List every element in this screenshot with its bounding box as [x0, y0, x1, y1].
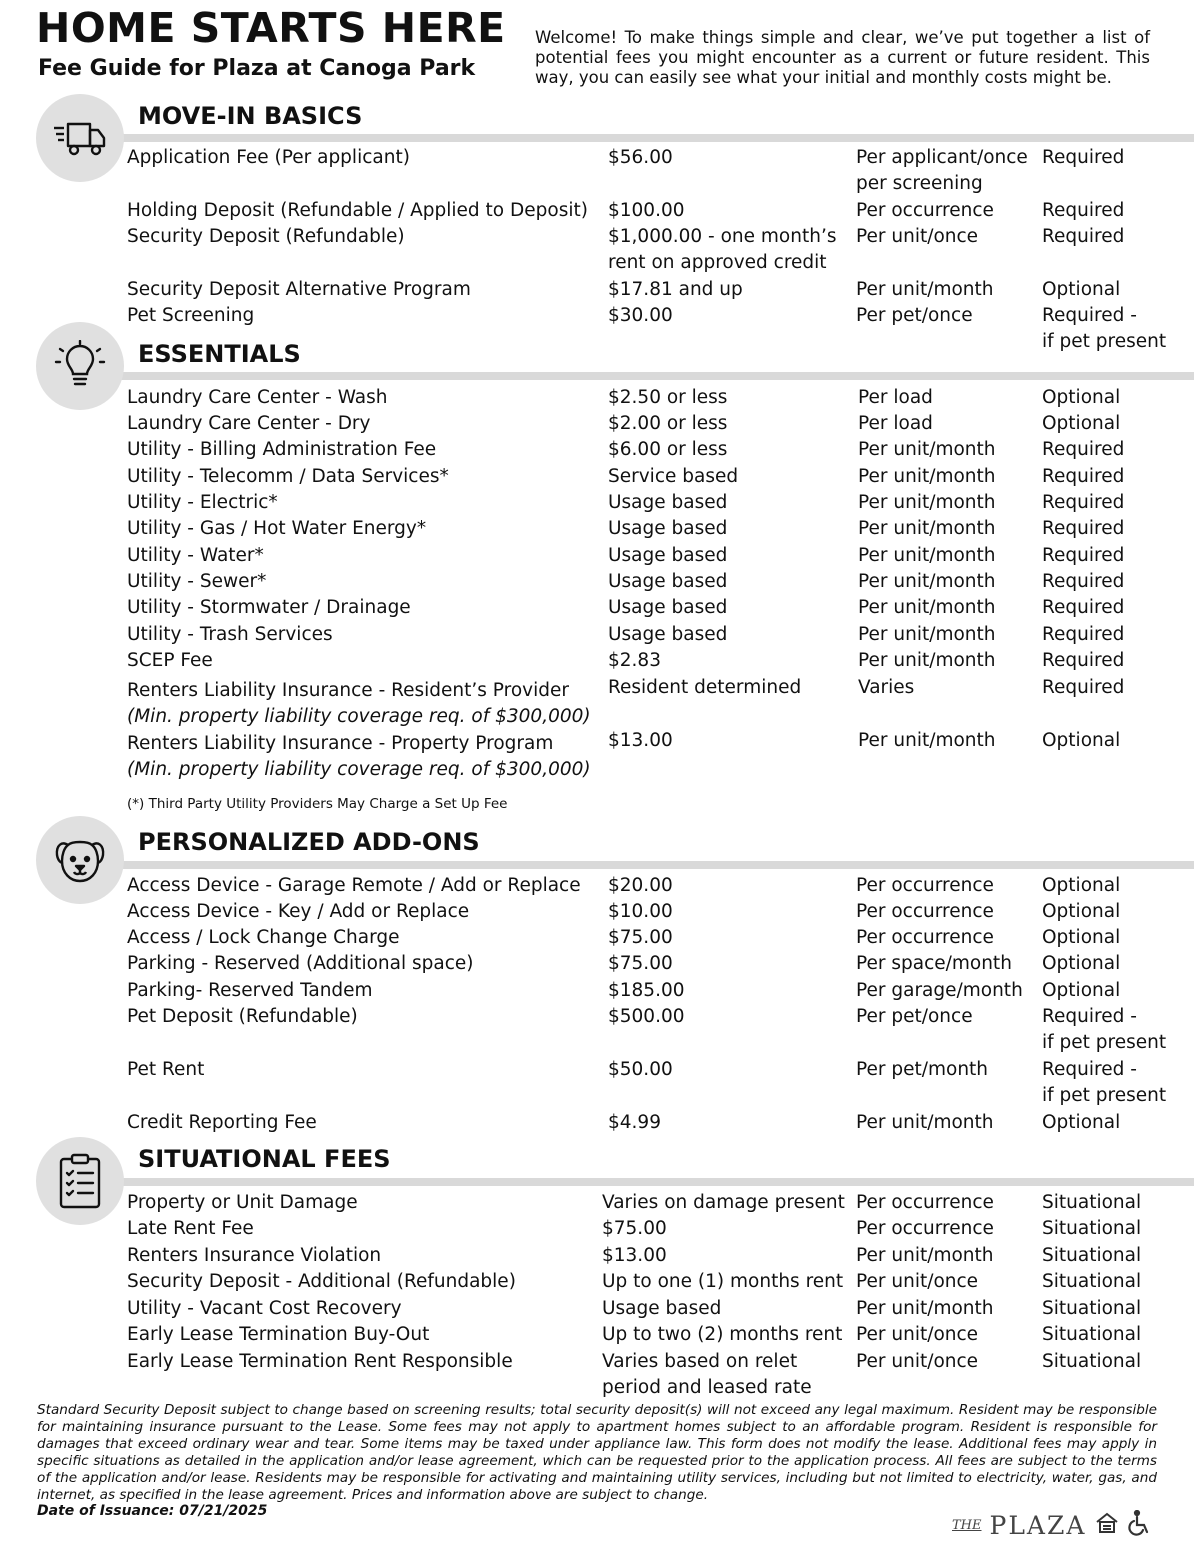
- fee-status: Required: [1042, 492, 1125, 513]
- fee-frequency: Per unit/month: [858, 650, 996, 671]
- fee-amount: Usage based: [608, 518, 728, 539]
- fee-amount: $10.00: [608, 901, 673, 922]
- fee-name: Application Fee (Per applicant): [127, 147, 410, 168]
- fee-frequency: Per occurrence: [856, 1218, 994, 1239]
- fee-name: Utility - Telecomm / Data Services*: [127, 466, 449, 487]
- fee-name: Renters Liability Insurance - Resident’s Provider: [127, 680, 569, 701]
- fee-amount: $1,000.00 - one month’s: [608, 226, 837, 247]
- fee-frequency: Per pet/once: [856, 1006, 973, 1027]
- section-divider: [120, 134, 1194, 142]
- fee-name: Holding Deposit (Refundable / Applied to Deposit): [127, 200, 588, 221]
- fee-status-cont: if pet present: [1042, 331, 1167, 352]
- fee-status: Required -: [1042, 1006, 1137, 1027]
- fee-name: Utility - Water*: [127, 545, 264, 566]
- fee-amount: $185.00: [608, 980, 685, 1001]
- fee-frequency: Per unit/month: [856, 1112, 994, 1133]
- fee-frequency: Per unit/month: [858, 730, 996, 751]
- logo-plaza: PLAZA: [989, 1510, 1087, 1540]
- fee-name: Utility - Sewer*: [127, 571, 267, 592]
- fee-frequency: Per unit/once: [856, 1324, 979, 1345]
- fee-amount: $500.00: [608, 1006, 685, 1027]
- fee-name: Utility - Gas / Hot Water Energy*: [127, 518, 427, 539]
- fee-note: (Min. property liability coverage req. of $300,000): [127, 759, 591, 780]
- fee-status: Optional: [1042, 875, 1121, 896]
- fee-status: Situational: [1042, 1298, 1142, 1319]
- fee-name: Security Deposit (Refundable): [127, 226, 405, 247]
- disclaimer-text: Standard Security Deposit subject to change based on screening results; total security deposit(s) will not exceed any legal maximum. Resident may be responsible for maintaining insurance pursuant to the Lease. Some fees may not apply to apartment homes subject to an affordable program. Resident is responsible for damages that exceed ordinary wear and tear. Some items may be taxed under appliance law. This form does not modify the lease. Additional fees may apply in specific situations as detailed in the application and/or lease agreement, which can be requested prior to the application process. All fees are subject to the terms of the application and/or lease. Residents may be responsible for activating and maintaining utility services, including but not limited to electricity, water, gas, and internet, as specified in the lease agreement. Prices and information above are subject to change.: [37, 1402, 1157, 1503]
- fee-frequency: Per unit/month: [856, 1298, 994, 1319]
- fee-frequency: Per unit/month: [858, 518, 996, 539]
- fee-name: SCEP Fee: [127, 650, 213, 671]
- fee-frequency: Per occurrence: [856, 200, 994, 221]
- fee-amount: Varies based on relet: [602, 1351, 798, 1372]
- section-title: PERSONALIZED ADD-ONS: [138, 828, 480, 856]
- fee-amount: Usage based: [608, 545, 728, 566]
- fee-name: Laundry Care Center - Dry: [127, 413, 371, 434]
- fee-status: Required: [1042, 226, 1125, 247]
- fee-amount: $75.00: [608, 927, 673, 948]
- fee-status: Required -: [1042, 1059, 1137, 1080]
- fee-amount: $50.00: [608, 1059, 673, 1080]
- fee-name: Credit Reporting Fee: [127, 1112, 317, 1133]
- fee-status: Situational: [1042, 1271, 1142, 1292]
- fee-status: Situational: [1042, 1351, 1142, 1372]
- fee-frequency: Per occurrence: [856, 901, 994, 922]
- fee-frequency: Per occurrence: [856, 1192, 994, 1213]
- fee-frequency: Per unit/month: [858, 545, 996, 566]
- fee-frequency: Per unit/month: [856, 279, 994, 300]
- fee-status: Required: [1042, 518, 1125, 539]
- fee-amount: $75.00: [608, 953, 673, 974]
- fee-status-cont: if pet present: [1042, 1085, 1167, 1106]
- fee-amount: $56.00: [608, 147, 673, 168]
- page-subtitle: Fee Guide for Plaza at Canoga Park: [38, 56, 476, 81]
- fee-amount: $13.00: [602, 1245, 667, 1266]
- fee-status: Optional: [1042, 1112, 1121, 1133]
- logo-the: THE: [952, 1517, 982, 1533]
- fee-frequency: Per occurrence: [856, 875, 994, 896]
- fee-name: Security Deposit - Additional (Refundable): [127, 1271, 516, 1292]
- fee-status: Required: [1042, 200, 1125, 221]
- fee-name: Late Rent Fee: [127, 1218, 254, 1239]
- fee-amount: $20.00: [608, 875, 673, 896]
- page-title: HOME STARTS HERE: [36, 4, 506, 52]
- wheelchair-icon: [1128, 1510, 1152, 1540]
- fee-amount: $13.00: [608, 730, 673, 751]
- fee-name: Utility - Billing Administration Fee: [127, 439, 437, 460]
- fee-frequency: Varies: [858, 677, 915, 698]
- fee-status: Optional: [1042, 901, 1121, 922]
- fee-status: Optional: [1042, 387, 1121, 408]
- fee-amount: $2.83: [608, 650, 661, 671]
- fee-frequency: Per unit/once: [856, 226, 979, 247]
- fee-status: Required: [1042, 545, 1125, 566]
- fee-status: Optional: [1042, 413, 1121, 434]
- clipboard-checklist-icon: [36, 1137, 124, 1225]
- fee-status: Optional: [1042, 927, 1121, 948]
- fee-name: Laundry Care Center - Wash: [127, 387, 388, 408]
- dog-icon: [36, 816, 124, 904]
- fee-frequency: Per unit/month: [858, 466, 996, 487]
- fee-amount: Usage based: [608, 597, 728, 618]
- fee-name: Pet Rent: [127, 1059, 205, 1080]
- section-title: ESSENTIALS: [138, 340, 301, 368]
- footnote: (*) Third Party Utility Providers May Charge a Set Up Fee: [127, 796, 508, 812]
- fee-status: Required: [1042, 624, 1125, 645]
- fee-status: Optional: [1042, 279, 1121, 300]
- fee-amount: $75.00: [602, 1218, 667, 1239]
- lightbulb-icon: [36, 322, 124, 410]
- fee-name: Pet Deposit (Refundable): [127, 1006, 358, 1027]
- fee-name: Access Device - Key / Add or Replace: [127, 901, 470, 922]
- fee-status: Required: [1042, 677, 1125, 698]
- section-title: SITUATIONAL FEES: [138, 1145, 391, 1173]
- fee-status: Situational: [1042, 1192, 1142, 1213]
- fee-status: Required: [1042, 439, 1125, 460]
- fee-name: Utility - Vacant Cost Recovery: [127, 1298, 402, 1319]
- fee-amount-cont: rent on approved credit: [608, 252, 827, 273]
- fee-name: Utility - Stormwater / Drainage: [127, 597, 411, 618]
- intro-text: Welcome! To make things simple and clear, we’ve put together a list of potential fees you might encounter as a current or future resident. This way, you can easily see what your initial and monthly costs might be.: [535, 28, 1150, 87]
- fee-status: Optional: [1042, 980, 1121, 1001]
- section-divider: [120, 861, 1194, 869]
- fee-frequency-cont: per screening: [856, 173, 983, 194]
- fee-amount-cont: period and leased rate: [602, 1377, 812, 1398]
- fee-name: Access / Lock Change Charge: [127, 927, 400, 948]
- fee-amount: $2.50 or less: [608, 387, 728, 408]
- fee-status: Required -: [1042, 305, 1137, 326]
- fee-status: Optional: [1042, 953, 1121, 974]
- fee-status: Required: [1042, 597, 1125, 618]
- fee-amount: $17.81 and up: [608, 279, 743, 300]
- fee-name: Utility - Electric*: [127, 492, 278, 513]
- fee-frequency: Per pet/month: [856, 1059, 989, 1080]
- fee-frequency: Per unit/month: [858, 571, 996, 592]
- fee-name: Early Lease Termination Rent Responsible: [127, 1351, 513, 1372]
- fee-name: Property or Unit Damage: [127, 1192, 358, 1213]
- truck-icon: [36, 94, 124, 182]
- fee-status: Required: [1042, 650, 1125, 671]
- section-title: MOVE-IN BASICS: [138, 102, 363, 130]
- fee-frequency: Per unit/month: [858, 492, 996, 513]
- fee-note: (Min. property liability coverage req. of $300,000): [127, 706, 591, 727]
- fee-frequency: Per pet/once: [856, 305, 973, 326]
- issuance-date: Date of Issuance: 07/21/2025: [37, 1503, 268, 1519]
- plaza-logo: [952, 1510, 1152, 1540]
- fee-amount: Usage based: [608, 571, 728, 592]
- section-divider: [120, 1178, 1194, 1186]
- fee-frequency: Per space/month: [856, 953, 1012, 974]
- fee-amount: Up to one (1) months rent: [602, 1271, 844, 1292]
- fee-frequency: Per unit/month: [858, 439, 996, 460]
- fee-amount: $6.00 or less: [608, 439, 728, 460]
- fee-name: Renters Insurance Violation: [127, 1245, 382, 1266]
- fee-name: Pet Screening: [127, 305, 255, 326]
- fee-amount: Usage based: [602, 1298, 722, 1319]
- fee-status: Required: [1042, 571, 1125, 592]
- fee-amount: Varies on damage present: [602, 1192, 845, 1213]
- fee-amount: $2.00 or less: [608, 413, 728, 434]
- fee-status: Optional: [1042, 730, 1121, 751]
- equal-housing-icon: [1094, 1510, 1120, 1540]
- fee-frequency: Per load: [858, 387, 933, 408]
- fee-frequency: Per occurrence: [856, 927, 994, 948]
- fee-name: Early Lease Termination Buy-Out: [127, 1324, 430, 1345]
- fee-frequency: Per unit/month: [856, 1245, 994, 1266]
- fee-frequency: Per unit/month: [858, 624, 996, 645]
- fee-name: Parking - Reserved (Additional space): [127, 953, 474, 974]
- fee-amount: Usage based: [608, 492, 728, 513]
- section-divider: [120, 372, 1194, 380]
- fee-amount: $100.00: [608, 200, 685, 221]
- fee-status: Situational: [1042, 1218, 1142, 1239]
- fee-amount: Up to two (2) months rent: [602, 1324, 843, 1345]
- fee-amount: Usage based: [608, 624, 728, 645]
- fee-status: Required: [1042, 466, 1125, 487]
- fee-status: Situational: [1042, 1324, 1142, 1345]
- fee-amount: Service based: [608, 466, 739, 487]
- fee-name: Utility - Trash Services: [127, 624, 333, 645]
- fee-amount: Resident determined: [608, 677, 802, 698]
- fee-status: Situational: [1042, 1245, 1142, 1266]
- fee-name: Access Device - Garage Remote / Add or Replace: [127, 875, 581, 896]
- fee-status-cont: if pet present: [1042, 1032, 1167, 1053]
- fee-name: Security Deposit Alternative Program: [127, 279, 471, 300]
- fee-name: Parking- Reserved Tandem: [127, 980, 373, 1001]
- fee-name: Renters Liability Insurance - Property Program: [127, 733, 554, 754]
- fee-frequency: Per unit/once: [856, 1271, 979, 1292]
- fee-frequency: Per unit/once: [856, 1351, 979, 1372]
- fee-frequency: Per applicant/once: [856, 147, 1028, 168]
- fee-frequency: Per garage/month: [856, 980, 1023, 1001]
- fee-frequency: Per load: [858, 413, 933, 434]
- fee-frequency: Per unit/month: [858, 597, 996, 618]
- fee-amount: $4.99: [608, 1112, 661, 1133]
- fee-status: Required: [1042, 147, 1125, 168]
- fee-amount: $30.00: [608, 305, 673, 326]
